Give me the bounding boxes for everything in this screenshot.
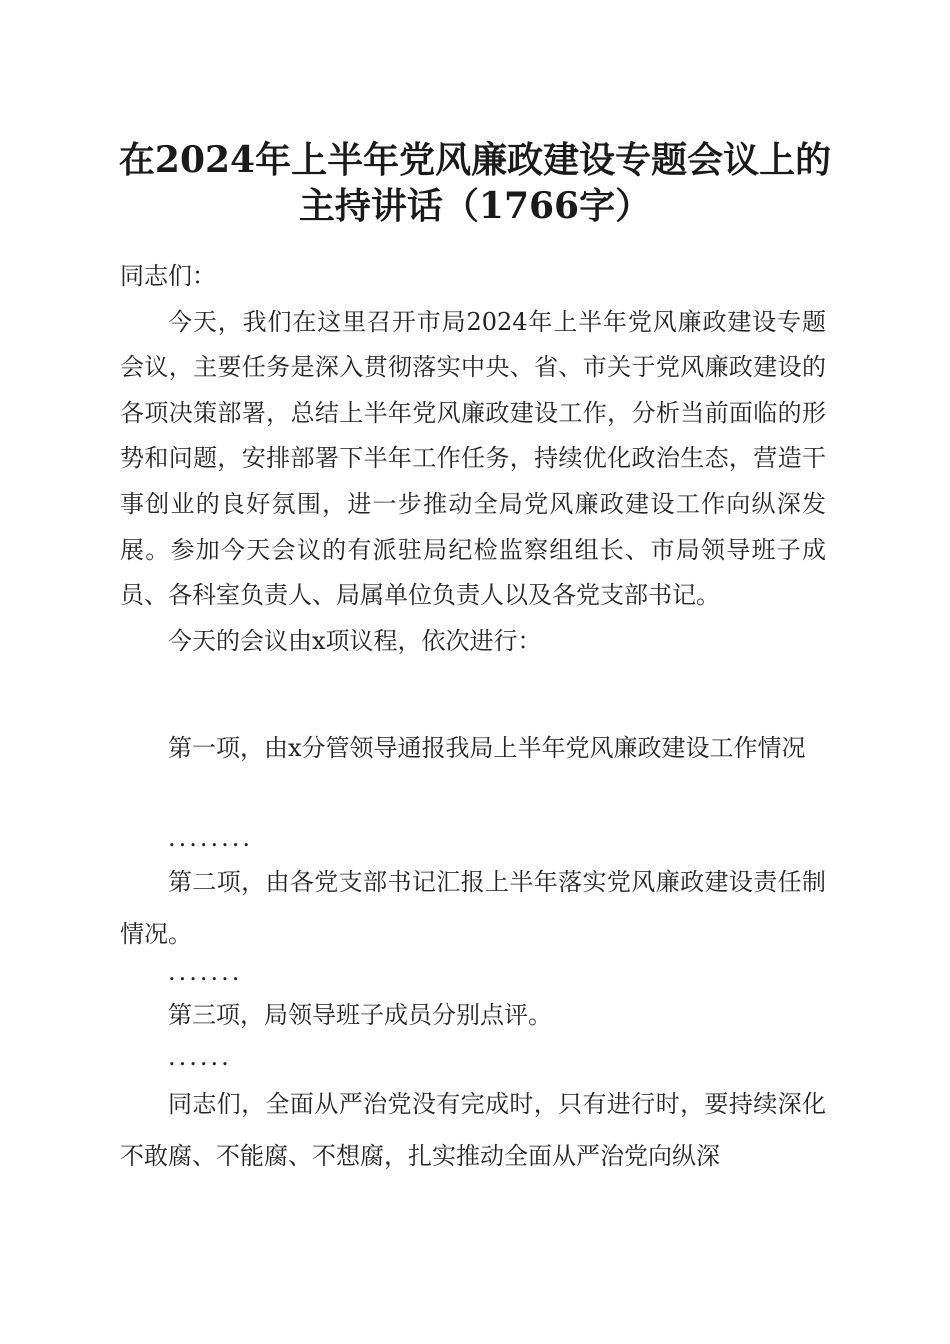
ellipsis-1: ........ [168,824,254,852]
ellipsis-3-wrap [120,1035,826,1081]
agenda-item-3-wrap [120,989,826,1041]
agenda-item-3: 第三项，局领导班子成员分别点评。 [168,1001,552,1029]
closing-wrap [120,1078,826,1182]
document-body [120,254,826,664]
paragraph-intro: 今天，我们在这里召开市局2024年上半年党风廉政建设专题会议，主要任务是深入贯彻落实中央、省、市关于党风廉政建设的各项决策部署，总结上半年党风廉政建设工作，分析当前面临的形势和问题，安排部署下半年工作任务，持续优化政治生态，营造干事创业的良好氛围，进一步推动全局党风廉政建设工作向纵深发展。参加今天会议的有派驻局纪检监察组组长、市局领导班子成员、各科室负责人、局属单位负责人以及各党支部书记。 [120,307,826,610]
document-title-line2: 主持讲话（1766字） [298,185,652,227]
agenda-item-2: 第二项，由各党支部书记汇报上半年落实党风廉政建设责任制情况。 [120,868,826,948]
agenda-item-2-wrap [120,856,826,960]
ellipsis-1-wrap [120,816,826,862]
ellipsis-3: ...... [168,1043,232,1071]
paragraph-agenda: 今天的会议由x项议程，依次进行： [168,626,542,655]
agenda-items [120,722,826,774]
document-title-line1: 在2024年上半年党风廉政建设专题会议上的 [118,139,832,181]
ellipsis-2: ....... [168,958,243,986]
paragraph-closing: 同志们，全面从严治党没有完成时，只有进行时，要持续深化不敢腐、不能腐、不想腐，扎实推动全面从严治党向纵深 [120,1090,826,1170]
agenda-item-1: 第一项，由x分管领导通报我局上半年党风廉政建设工作情况 [168,734,806,762]
salutation: 同志们： [120,262,216,290]
